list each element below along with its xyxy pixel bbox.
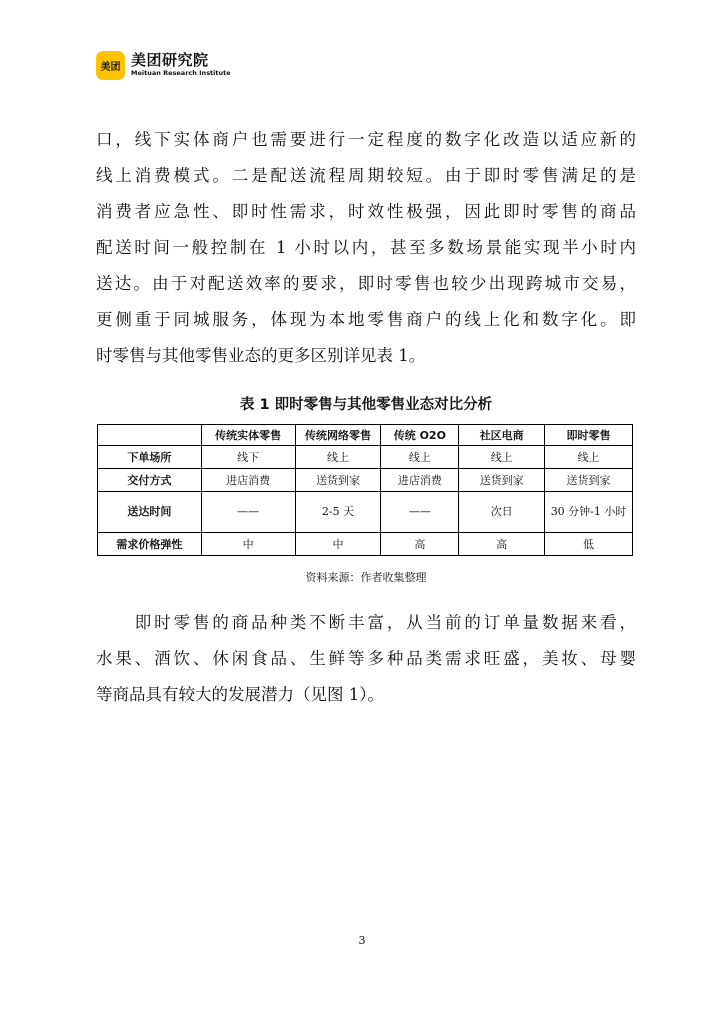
table-cell: 中 [295,533,381,556]
table-row [98,469,633,492]
table-row [98,446,633,469]
table-cell: 线下 [201,446,295,469]
table-cell: 次日 [459,492,545,533]
table-row [98,533,633,556]
table-cell: 中 [201,533,295,556]
text-line: 等商品具有较大的发展潜力（见图 1）。 [96,685,384,704]
table-cell: —— [381,492,459,533]
table-source-note: 资料来源：作者收集整理 [305,571,427,584]
table-cell: 送货到家 [295,469,381,492]
text-line: 口，线下实体商户也需要进行一定程度的数字化改造以适应新的 [96,130,636,149]
table-cell: 30 分钟-1 小时 [545,492,633,533]
table-header-cell: 传统网络零售 [295,425,381,446]
table-title: 表 1 即时零售与其他零售业态对比分析 [239,397,493,413]
text-line: 线上消费模式。二是配送流程周期较短。由于即时零售满足的是 [96,166,636,185]
table-cell: 进店消费 [201,469,295,492]
comparison-table [97,424,633,556]
table-cell: 线上 [381,446,459,469]
table-header-cell: 社区电商 [459,425,545,446]
table-row [98,492,633,533]
table-cell: 送货到家 [545,469,633,492]
text-line: 水果、酒饮、休闲食品、生鲜等多种品类需求旺盛，美妆、母婴 [96,649,636,668]
table-cell: 线上 [295,446,381,469]
table-header-row [98,425,633,446]
text-line: 配送时间一般控制在 1 小时以内，甚至多数场景能实现半小时内 [96,238,636,257]
table-cell: 高 [459,533,545,556]
table-cell: 线上 [545,446,633,469]
text-line: 更侧重于同城服务，体现为本地零售商户的线上化和数字化。即 [96,310,636,329]
body-paragraph-2 [96,605,636,713]
table-cell: 进店消费 [381,469,459,492]
text-line: 即时零售的商品种类不断丰富，从当前的订单量数据来看， [96,613,636,632]
table-cell: 送货到家 [459,469,545,492]
brand-text [131,52,231,78]
body-paragraph-1 [96,122,636,374]
meituan-logo-icon: 美团 [96,51,125,80]
table-cell: 2-5 天 [295,492,381,533]
table-header-cell: 传统实体零售 [201,425,295,446]
table-cell: 低 [545,533,633,556]
text-line: 时零售与其他零售业态的更多区别详见表 1。 [96,346,426,365]
brand-name: 美团研究院 [131,51,209,69]
brand-header [96,49,231,81]
table-header-cell: 即时零售 [545,425,633,446]
table-header-cell: 传统 O2O [381,425,459,446]
text-line: 消费者应急性、即时性需求，时效性极强，因此即时零售的商品 [96,202,636,221]
text-line: 送达。由于对配送效率的要求，即时零售也较少出现跨城市交易， [96,274,636,293]
page-number: 3 [358,934,366,947]
row-label: 下单场所 [98,446,202,469]
row-label: 送达时间 [98,492,202,533]
table-cell: 线上 [459,446,545,469]
row-label: 需求价格弹性 [98,533,202,556]
table-header-cell [98,425,202,446]
table-cell: 高 [381,533,459,556]
row-label: 交付方式 [98,469,202,492]
table-cell: —— [201,492,295,533]
brand-subtitle: Meituan Research Institute [131,69,231,77]
